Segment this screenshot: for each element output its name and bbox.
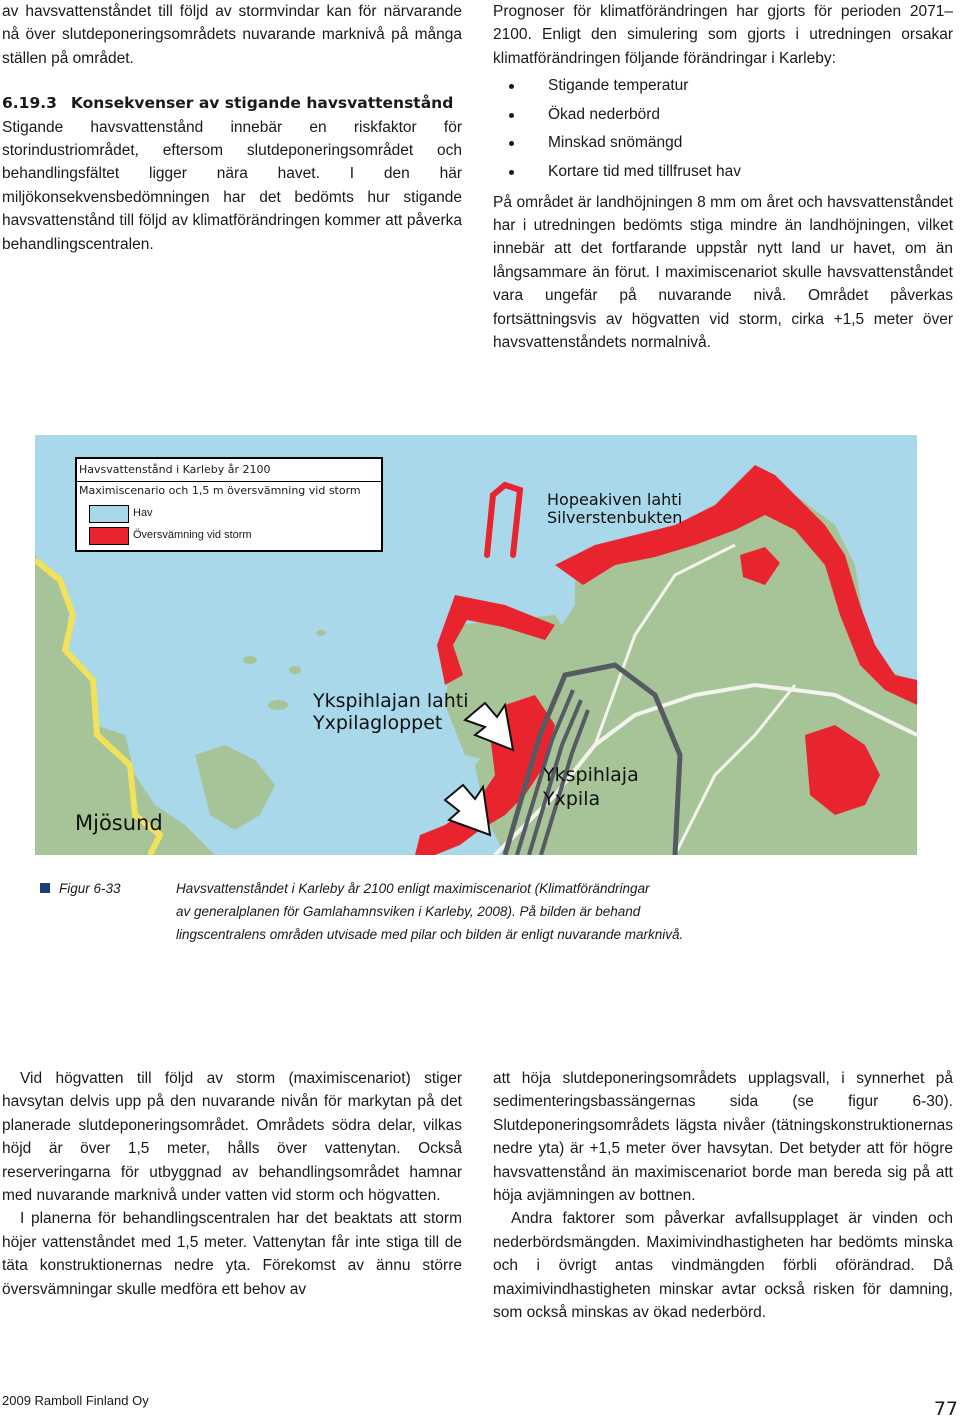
list-item: Kortare tid med tillfruset hav [493, 158, 953, 187]
place-label: Mjösund [75, 811, 163, 835]
island [243, 656, 257, 664]
intro-paragraph: av havsvattenståndet till följd av stormvindar kan för närvarande nå över slutdeponeringsområdets nuvarande marknivå på många ställen på området. [2, 3, 462, 67]
island [316, 630, 326, 636]
legend-swatch-sea [89, 505, 129, 523]
legend-subtitle: Maximiscenario och 1,5 m översvämning vid storm [79, 484, 361, 497]
legend-title: Havsvattenstånd i Karleby år 2100 [77, 463, 381, 482]
caption-marker-icon [40, 883, 50, 893]
place-label: Yxpilagloppet [313, 712, 443, 734]
flood-map [35, 435, 917, 855]
section-heading [2, 92, 462, 115]
bottom-right-column [493, 1067, 953, 1324]
caption-label: Figur 6-33 [59, 881, 121, 896]
page-number: 77 [933, 1398, 958, 1420]
section-number: 6.19.3 [2, 94, 57, 113]
caption-line: Havsvattenståndet i Karleby år 2100 enligt maximiscenariot (Klimatförändringar [176, 881, 650, 896]
list-item: Stigande temperatur [493, 72, 953, 101]
bottom-left-column [2, 1067, 462, 1301]
climate-change-list [493, 72, 953, 186]
place-label: Hopeakiven lahti [547, 490, 682, 509]
island [289, 666, 301, 674]
caption-line: av generalplanen för Gamlahamnsviken i Karleby, 2008). På bilden är behand [176, 904, 641, 919]
place-label: Ykspihlajan lahti [313, 690, 469, 712]
list-item: Ökad nederbörd [493, 101, 953, 130]
land-uplift-paragraph: På området är landhöjningen 8 mm om året och havsvattenståndet har i utredningen bedömts stiga mindre än landhöjningen, vilket innebär att det fortfarande uppstår nytt land ur havet, om än långsammare än förut. I maximiscenariot skulle havsvattenståndet vara ungefär på nuvarande nivå. Området påverkas fortsättningsvis av högvatten vid storm, cirka +1,5 meter över havsvattenståndets normalnivå. [493, 193, 953, 352]
place-label: Ykspihlaja [543, 764, 639, 786]
top-right-column [493, 0, 953, 354]
place-label: Silverstenbukten [547, 508, 683, 527]
caption-line: lingscentralens områden utvisade med pilar och bilden är enligt nuvarande marknivå. [176, 927, 684, 942]
legend-label-sea: Hav [133, 507, 153, 519]
caption-text [176, 877, 876, 946]
legend-label-flood: Översvämning vid storm [133, 529, 252, 541]
place-label: Yxpila [543, 788, 601, 810]
body-paragraph: att höja slutdeponeringsområdets upplagsvall, i synnerhet på sedimenteringsbassängernas sida (se figur 6-30). Slutdeponeringsområdets lägsta nivåer (tätningskonstruktionernas nedre yta) är +1,5 meter över havsytan. Det betyder att för högre havsvattenstånd än maximiscenariot borde man bereda sig på att höja avjämningen av bottnen. [493, 1070, 953, 1205]
section-body: Stigande havsvattenstånd innebär en riskfaktor för storindustriområdet, eftersom slutdeponeringsområdet och behandlingsfältet ligger nära havet. I den här miljökonsekvensbedömningen har det bedömts hur stigande havsvattenstånd till följd av klimatförändringen kommer att påverka behandlingscentralen. [2, 118, 462, 253]
body-paragraph: Andra faktorer som påverkar avfallsupplaget är vinden och nederbördsmängden. Maximivindhastigheten har bedömts minska och i övrigt antas vindmängden förbli oförändrad. Då maximivindhastigheten minskar avtar också risken för damning, som också minskas av ökad nederbörd. [493, 1210, 953, 1322]
list-item: Minskad snömängd [493, 129, 953, 158]
forecast-intro: Prognoser för klimatförändringen har gjorts för perioden 2071–2100. Enligt den simulering som gjorts i utredningen orsakar klimatförändringen följande förändringar i Karleby: [493, 3, 953, 67]
top-left-column [2, 0, 462, 256]
body-paragraph: Vid högvatten till följd av storm (maximiscenariot) stiger havsytan delvis upp på den nuvarande nivån för markytan på det planerade slutdeponeringsområdet. Områdets södra delar, vilkas höjd är över 1,5 meter, hålls över vattenytan. Också reserveringarna för utbyggnad av behandlingsområdet hamnar med nuvarande marknivå under vatten vid storm och högvatten. [2, 1070, 462, 1205]
island [268, 700, 288, 710]
map-legend [75, 457, 383, 552]
section-title: Konsekvenser av stigande havsvattenstånd [70, 94, 454, 113]
legend-swatch-flood [89, 527, 129, 545]
footer-company: 2009 Ramboll Finland Oy [2, 1393, 149, 1408]
body-paragraph: I planerna för behandlingscentralen har det beaktats att storm höjer vattenståndet med 1,5 meter. Vattenytan får inte stiga till de täta konstruktionernas nedre yta. Förekomst av ännu större översvämningar skulle medföra ett behov av [2, 1210, 462, 1298]
